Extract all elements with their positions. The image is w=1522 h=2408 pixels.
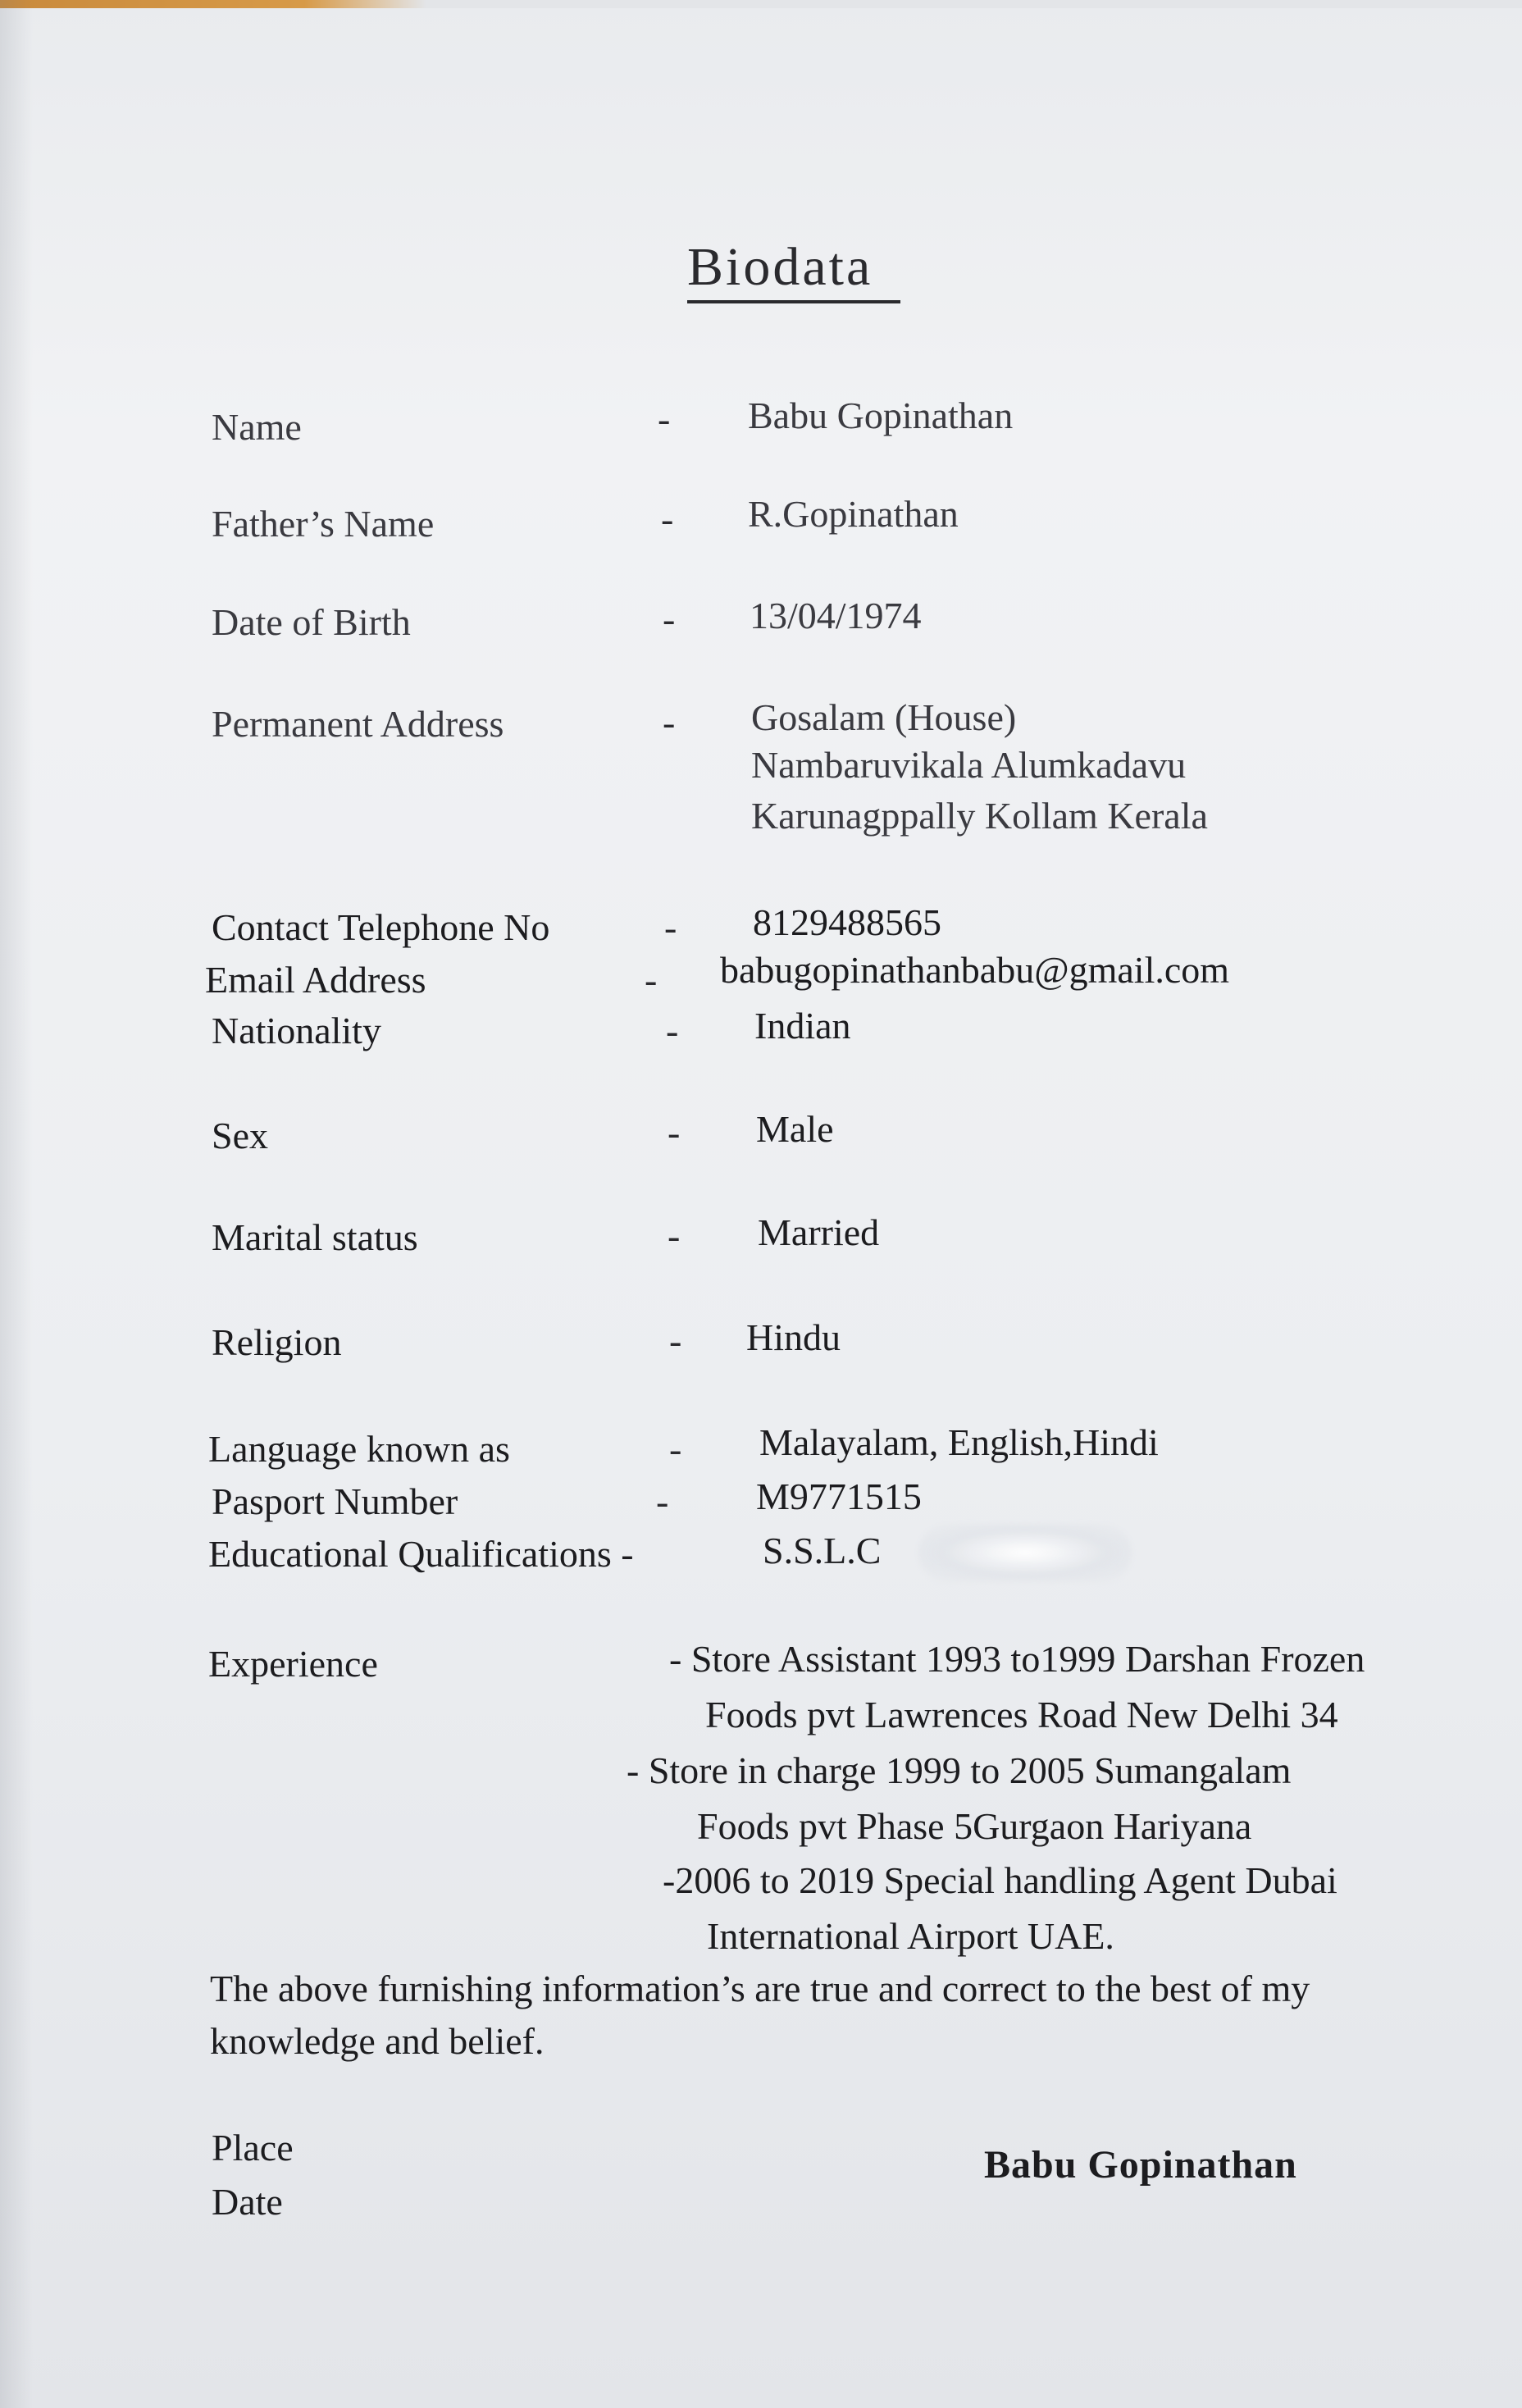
field-separator: - bbox=[668, 1215, 681, 1256]
field-value-languages: Malayalam, English,Hindi bbox=[759, 1421, 1159, 1463]
field-value-contact-telephone: 8129488565 bbox=[753, 901, 941, 943]
field-label-religion: Religion bbox=[212, 1321, 342, 1363]
experience-line: - Store in charge 1999 to 2005 Sumangalam bbox=[627, 1749, 1292, 1791]
document-title: Biodata bbox=[687, 237, 873, 297]
field-label-marital-status: Marital status bbox=[212, 1216, 418, 1258]
field-label-educational-qualifications: Educational Qualifications - bbox=[208, 1533, 634, 1575]
experience-line: - Store Assistant 1993 to1999 Darshan Frozen bbox=[669, 1638, 1365, 1680]
address-line: Gosalam (House) bbox=[751, 696, 1017, 738]
declaration-line: The above furnishing information’s are true and correct to the best of my bbox=[210, 1968, 1310, 2009]
field-separator: - bbox=[666, 1010, 679, 1051]
field-value-fathers-name: R.Gopinathan bbox=[748, 493, 959, 535]
field-label-name: Name bbox=[212, 406, 302, 448]
address-line: Nambaruvikala Alumkadavu bbox=[751, 744, 1187, 786]
field-separator: - bbox=[669, 1320, 682, 1361]
field-label-passport-number: Pasport Number bbox=[212, 1480, 458, 1522]
field-value-marital-status: Married bbox=[758, 1211, 880, 1253]
redacted-blur bbox=[918, 1524, 1132, 1581]
field-separator: - bbox=[669, 1428, 682, 1470]
experience-line: Foods pvt Phase 5Gurgaon Hariyana bbox=[697, 1805, 1252, 1847]
page-edge-shadow bbox=[0, 0, 33, 2408]
field-value-date-of-birth: 13/04/1974 bbox=[750, 595, 922, 636]
field-value-religion: Hindu bbox=[746, 1316, 841, 1358]
field-label-email: Email Address bbox=[205, 959, 426, 1001]
field-value-educational-qualifications: S.S.L.C bbox=[763, 1530, 882, 1571]
place-label: Place bbox=[212, 2127, 294, 2169]
experience-line: Foods pvt Lawrences Road New Delhi 34 bbox=[705, 1694, 1338, 1735]
field-value-name: Babu Gopinathan bbox=[748, 394, 1014, 436]
field-separator: - bbox=[668, 1111, 681, 1153]
field-label-sex: Sex bbox=[212, 1115, 268, 1156]
field-separator: - bbox=[658, 398, 671, 440]
field-separator: - bbox=[663, 598, 676, 640]
field-label-experience: Experience bbox=[208, 1643, 378, 1685]
field-value-nationality: Indian bbox=[754, 1005, 851, 1047]
field-label-contact-telephone: Contact Telephone No bbox=[212, 906, 550, 948]
field-separator: - bbox=[663, 701, 676, 743]
field-label-date-of-birth: Date of Birth bbox=[212, 601, 411, 643]
field-separator: - bbox=[664, 906, 677, 948]
field-label-permanent-address: Permanent Address bbox=[212, 703, 504, 745]
experience-line: International Airport UAE. bbox=[707, 1915, 1114, 1957]
field-value-email: babugopinathanbabu@gmail.com bbox=[720, 949, 1230, 991]
signature-name: Babu Gopinathan bbox=[984, 2143, 1297, 2187]
field-separator: - bbox=[656, 1480, 669, 1522]
experience-line: -2006 to 2019 Special handling Agent Dubai bbox=[663, 1859, 1337, 1901]
field-separator: - bbox=[661, 498, 674, 540]
field-separator: - bbox=[645, 959, 658, 1001]
date-label: Date bbox=[212, 2181, 283, 2223]
title-underline bbox=[687, 300, 900, 303]
field-value-sex: Male bbox=[756, 1108, 834, 1150]
background-strip bbox=[0, 0, 1522, 8]
field-label-fathers-name: Father’s Name bbox=[212, 503, 435, 545]
field-label-languages: Language known as bbox=[208, 1428, 510, 1470]
field-label-nationality: Nationality bbox=[212, 1010, 381, 1051]
declaration-line: knowledge and belief. bbox=[210, 2020, 545, 2062]
address-line: Karunagppally Kollam Kerala bbox=[751, 795, 1208, 837]
field-value-passport-number: M9771515 bbox=[756, 1475, 922, 1517]
